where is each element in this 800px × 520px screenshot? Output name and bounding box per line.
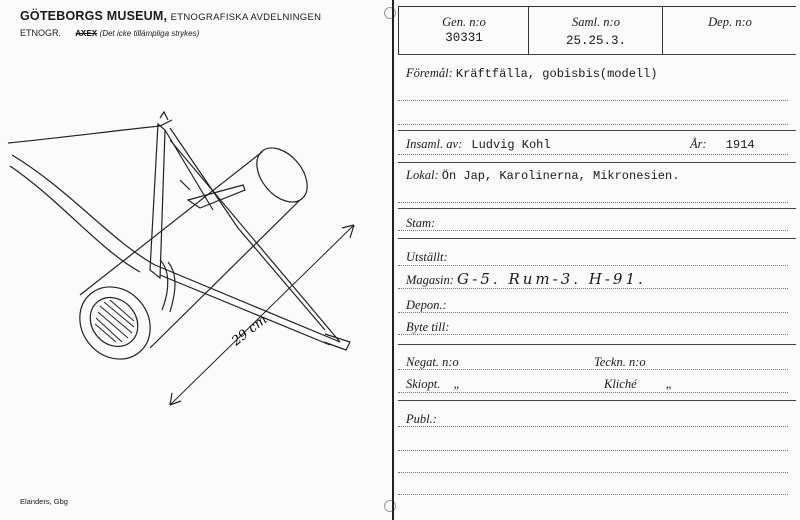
magasin-value: G-5. Rum-3. H-91. — [457, 270, 646, 288]
depon-label: Depon.: — [406, 298, 447, 312]
utstallt-row — [406, 250, 448, 265]
kliche-label: Kliché — [604, 377, 637, 391]
dotted-line — [398, 450, 788, 451]
sketch-panel — [0, 0, 392, 520]
ar-value: 1914 — [725, 138, 755, 152]
divider — [398, 344, 796, 345]
dotted-line — [398, 334, 788, 335]
divider — [398, 208, 796, 209]
ditto-mark: „ — [453, 377, 461, 391]
dotted-line — [398, 472, 788, 473]
byte-row — [406, 320, 449, 335]
dimension-label: 29 cm — [229, 312, 271, 350]
publ-row — [406, 412, 437, 427]
foremal-row — [406, 66, 658, 81]
lokal-value: Ön Jap, Karolinerna, Mikronesien. — [441, 169, 680, 183]
gen-label: Gen. n:o — [442, 15, 486, 29]
byte-label: Byte till: — [406, 320, 450, 334]
number-header-row — [398, 6, 796, 55]
skiopt-row — [406, 377, 460, 392]
department-name: ETNOGRAFISKA AVDELNINGEN — [170, 12, 322, 23]
insaml-label: Insaml. av: — [406, 137, 463, 151]
ar-row — [690, 137, 755, 152]
insaml-value: Ludvig Kohl — [471, 138, 551, 152]
foremal-label: Föremål: — [406, 66, 453, 80]
dotted-line — [398, 312, 788, 313]
dotted-line — [398, 494, 788, 495]
ar-label: År: — [690, 137, 707, 151]
magasin-row — [406, 270, 646, 288]
depon-row — [406, 298, 447, 313]
skiopt-label: Skiopt. — [406, 377, 441, 391]
dotted-line — [398, 202, 788, 203]
saml-cell — [528, 7, 663, 55]
dotted-line — [398, 288, 788, 289]
dotted-line — [398, 392, 788, 393]
museum-header — [20, 9, 321, 23]
teckn-label: Teckn. n:o — [594, 355, 646, 369]
divider — [398, 162, 796, 163]
strike-note: (Det icke tillämpliga strykes) — [99, 29, 200, 38]
utstallt-label: Utställt: — [406, 250, 448, 264]
printer-mark: Elanders, Gbg — [20, 497, 68, 506]
negat-row — [406, 355, 459, 370]
insaml-row — [406, 137, 551, 152]
crossed-word: AXEX — [75, 29, 98, 39]
foremal-value: Kräftfälla, gobisbis(modell) — [455, 67, 658, 81]
gen-value: 30331 — [445, 31, 483, 45]
stam-label: Stam: — [406, 216, 436, 230]
divider — [398, 400, 796, 401]
kliche-row — [604, 377, 673, 392]
museum-name: GÖTEBORGS MUSEUM, — [20, 9, 168, 23]
dotted-line — [398, 124, 788, 125]
dotted-line — [398, 426, 788, 427]
dotted-line — [398, 100, 788, 101]
stam-row — [406, 216, 435, 231]
dep-cell — [662, 7, 797, 55]
negat-label: Negat. n:o — [406, 355, 459, 369]
saml-label: Saml. n:o — [572, 15, 620, 29]
dotted-line — [398, 369, 788, 370]
lokal-label: Lokal: — [406, 168, 439, 182]
lokal-row — [406, 168, 679, 183]
divider — [398, 238, 796, 239]
ditto-mark: „ — [665, 377, 673, 391]
divider — [398, 54, 796, 55]
dotted-line — [398, 265, 788, 266]
etnogr-line — [20, 28, 199, 39]
dep-label: Dep. n:o — [708, 15, 752, 29]
teckn-row — [594, 355, 646, 370]
gen-cell — [398, 7, 529, 55]
dotted-line — [398, 154, 788, 155]
divider — [398, 130, 796, 131]
publ-label: Publ.: — [406, 412, 437, 426]
magasin-label: Magasin: — [406, 273, 454, 287]
crayfish-trap-sketch — [0, 50, 392, 430]
etnogr-label: ETNOGR. — [20, 28, 62, 38]
saml-value: 25.25.3. — [565, 34, 626, 48]
dotted-line — [398, 230, 788, 231]
